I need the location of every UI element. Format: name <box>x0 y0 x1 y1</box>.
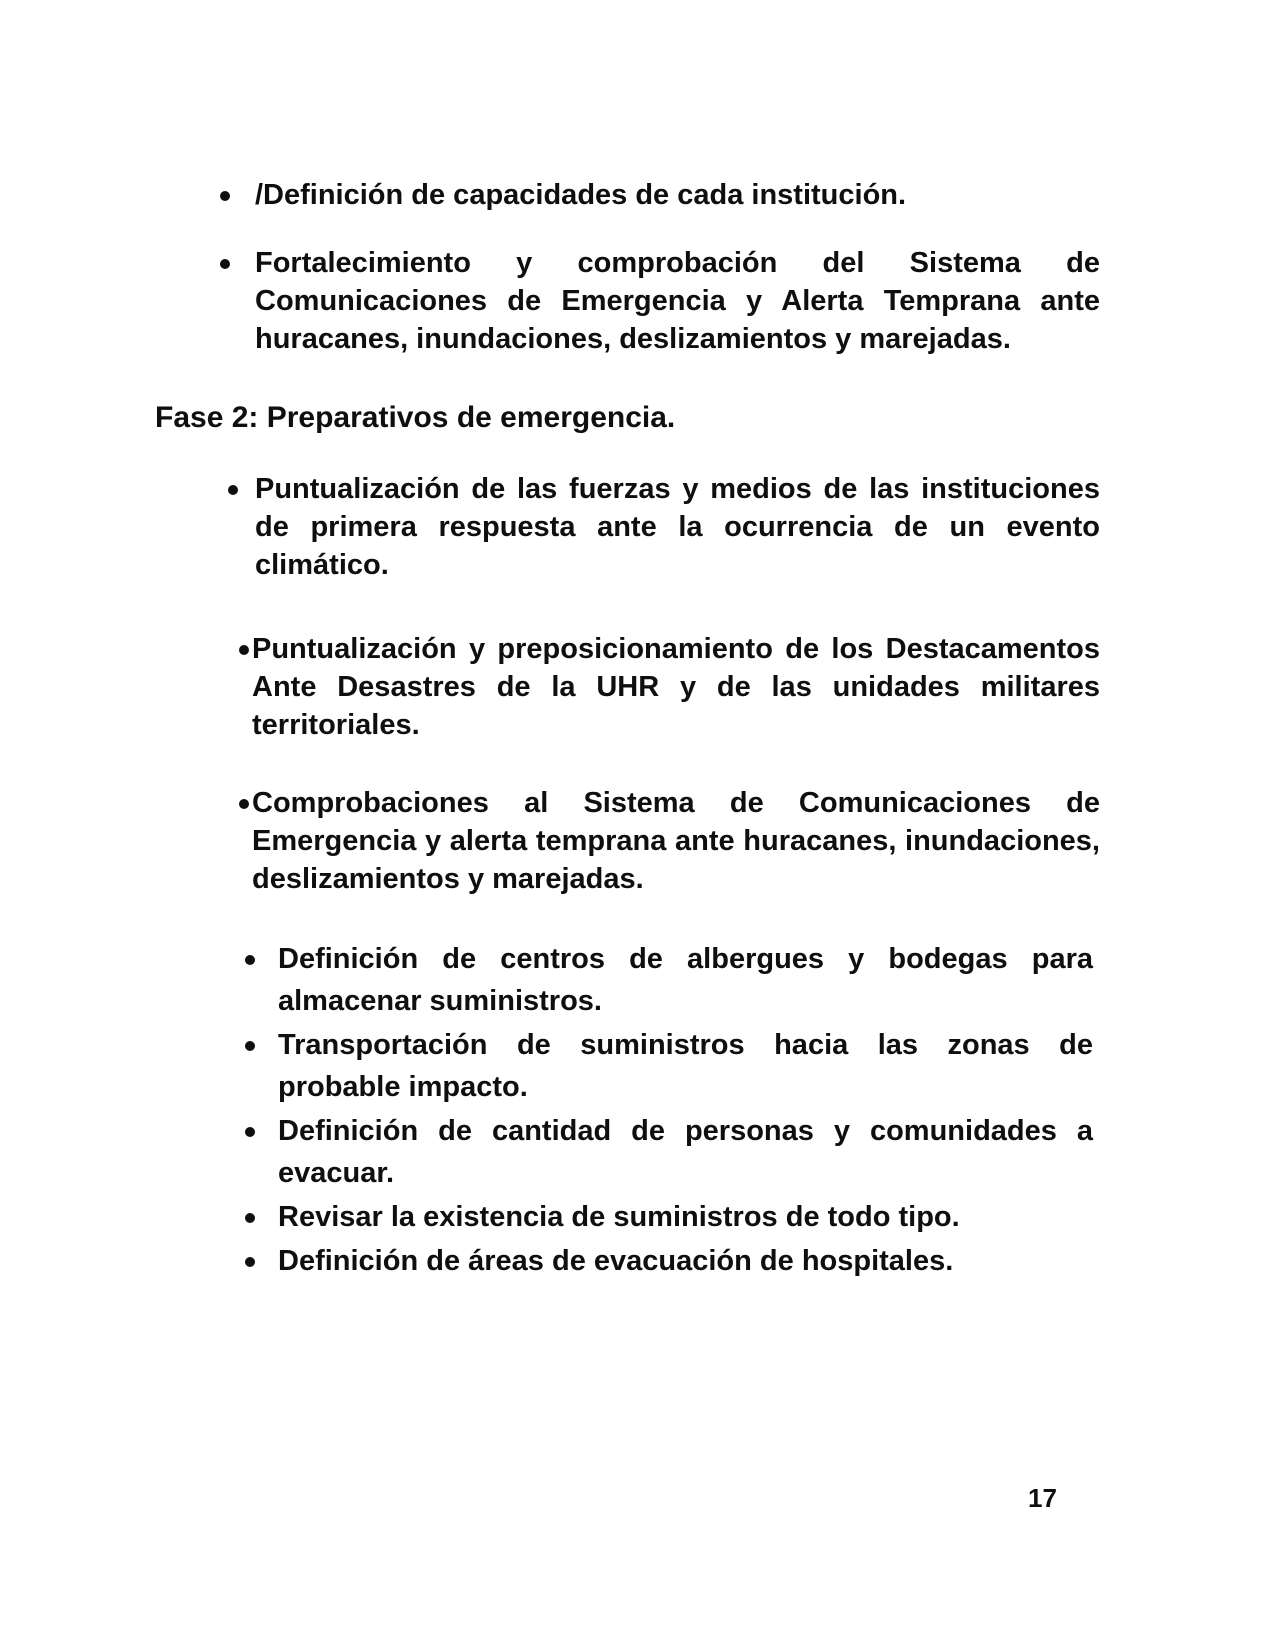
task-bullet-list <box>155 938 1100 1282</box>
bullet-icon <box>245 1041 255 1051</box>
list-item <box>155 244 1100 358</box>
bullet-icon <box>245 955 255 965</box>
intro-bullet-list <box>155 176 1100 358</box>
bullet-text: Transportación de suministros hacia las zonas de probable impacto. <box>278 1029 1093 1103</box>
list-item <box>155 938 1093 1022</box>
bullet-text: Definición de centros de albergues y bodegas para almacenar suministros. <box>278 943 1093 1017</box>
bullet-icon <box>245 1257 255 1267</box>
bullet-text: Comprobaciones al Sistema de Comunicaciones de Emergencia y alerta temprana ante huracanes, inundaciones, deslizamientos y marejadas. <box>252 787 1100 895</box>
bullet-icon <box>228 485 238 495</box>
bullet-text: Fortalecimiento y comprobación del Sistema de Comunicaciones de Emergencia y Alerta Temprana ante huracanes, inundaciones, deslizamientos y marejadas. <box>255 247 1100 355</box>
bullet-text: Puntualización de las fuerzas y medios de las instituciones de primera respuesta ante la ocurrencia de un evento climático. <box>255 473 1100 581</box>
bullet-icon <box>245 1213 255 1223</box>
page-content <box>155 176 1100 1282</box>
bullet-text: Puntualización y preposicionamiento de los Destacamentos Ante Desastres de la UHR y de las unidades militares territoriales. <box>252 633 1100 741</box>
bullet-text: /Definición de capacidades de cada institución. <box>255 179 907 211</box>
bullet-icon <box>239 799 249 809</box>
list-item <box>155 630 1100 744</box>
list-item <box>155 1110 1093 1194</box>
bullet-icon <box>220 259 230 269</box>
page-number: 17 <box>1028 1483 1057 1513</box>
bullet-icon <box>245 1127 255 1137</box>
bullet-icon <box>220 191 230 201</box>
list-item <box>155 176 1100 214</box>
bullet-text: Definición de cantidad de personas y comunidades a evacuar. <box>278 1115 1093 1189</box>
bullet-icon <box>239 645 249 655</box>
phase2-bullet-list <box>155 470 1100 898</box>
list-item <box>155 1196 1093 1238</box>
list-item <box>155 784 1100 898</box>
list-item <box>155 470 1100 584</box>
list-item <box>155 1240 1093 1282</box>
bullet-text: Definición de áreas de evacuación de hospitales. <box>278 1245 954 1277</box>
bullet-text: Revisar la existencia de suministros de todo tipo. <box>278 1201 960 1233</box>
section-heading: Fase 2: Preparativos de emergencia. <box>155 401 676 434</box>
list-item <box>155 1024 1093 1108</box>
